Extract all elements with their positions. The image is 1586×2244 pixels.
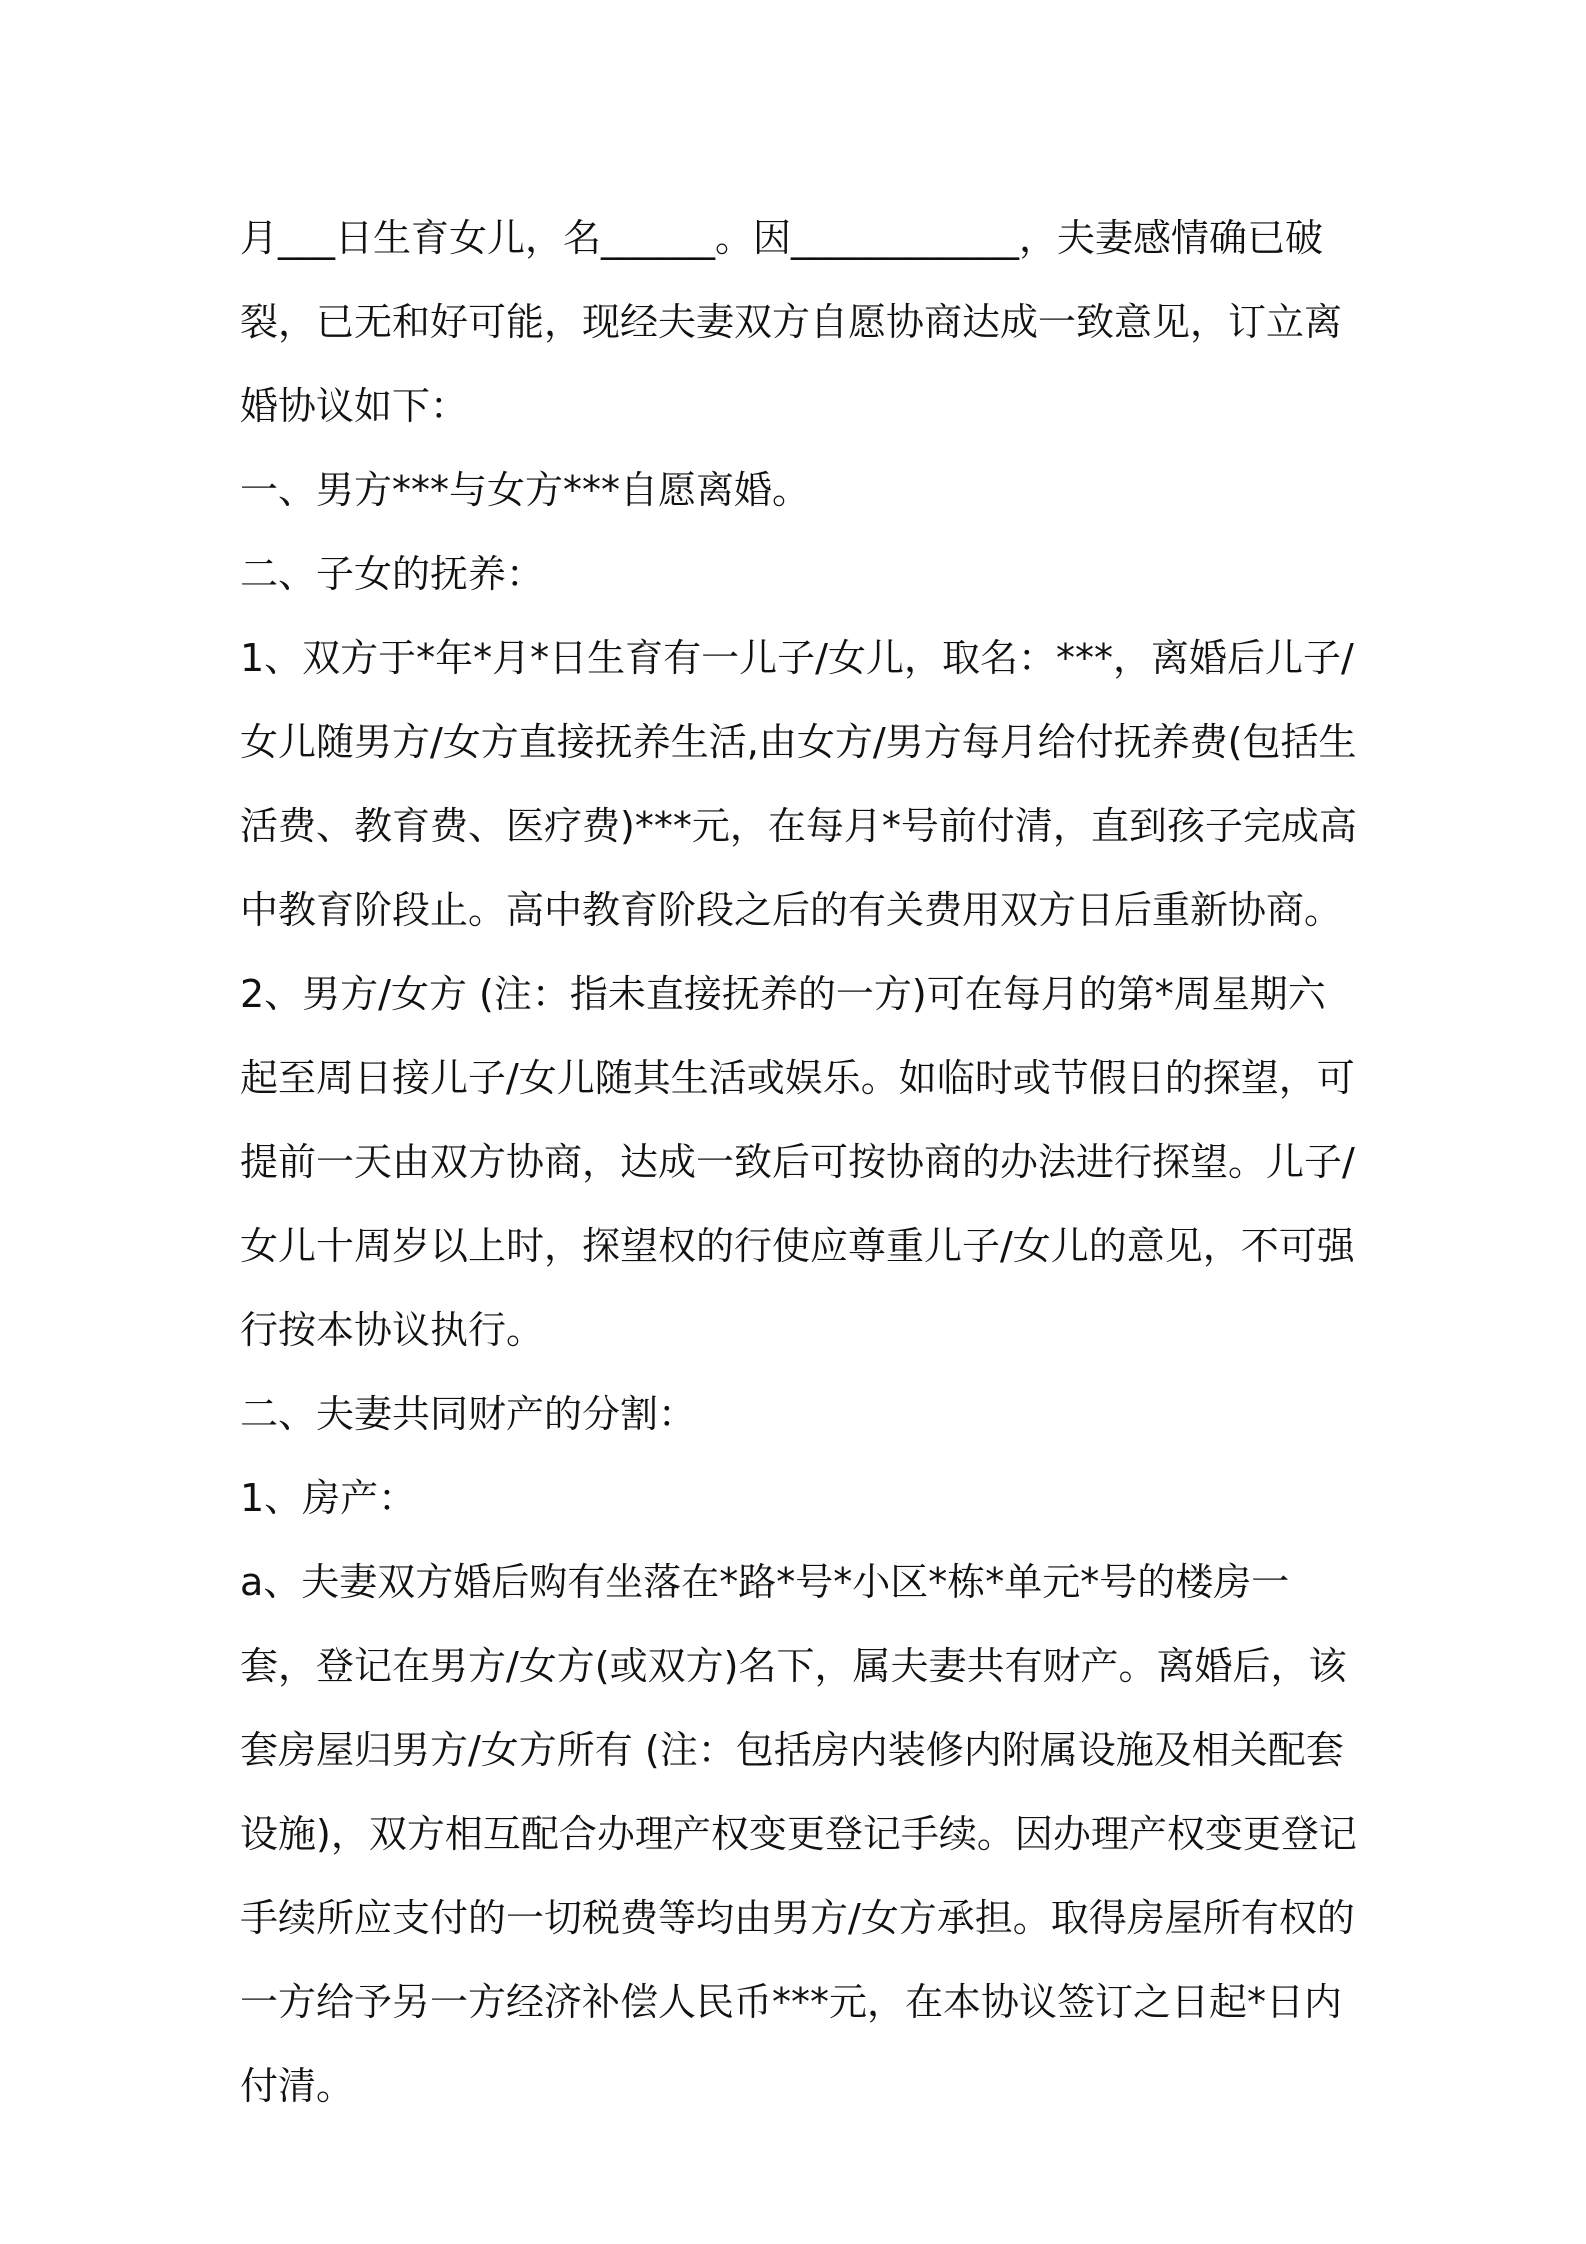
clause-child-support: 1、双方于*年*月*日生育有一儿子/女儿，取名：***，离婚后儿子/女儿随男方/女方直接抚养生活,由女方/男方每月给付抚养费(包括生活费、教育费、医疗费)***元，在每月*号前付清，直到孩子完成高中教育阶段止。高中教育阶段之后的有关费用双方日后重新协商。 xyxy=(240,636,1357,932)
paragraph-intro: 月___日生育女儿，名______。因____________，夫妻感情确已破裂，已无和好可能，现经夫妻双方自愿协商达成一致意见，订立离婚协议如下： xyxy=(240,216,1343,428)
document-body xyxy=(240,196,1360,2128)
clause-visitation-rights: 2、男方/女方 (注：指未直接抚养的一方)可在每月的第*周星期六起至周日接儿子/女儿随其生活或娱乐。如临时或节假日的探望，可提前一天由双方协商，达成一致后可按协商的办法进行探望。儿子/女儿十周岁以上时，探望权的行使应尊重儿子/女儿的意见，不可强行按本协议执行。 xyxy=(240,972,1355,1352)
heading-real-estate: 1、房产： xyxy=(240,1476,417,1520)
heading-property-division: 二、夫妻共同财产的分割： xyxy=(240,1392,697,1436)
clause-house-ownership: a、夫妻双方婚后购有坐落在*路*号*小区*栋*单元*号的楼房一套，登记在男方/女方(或双方)名下，属夫妻共有财产。离婚后，该套房屋归男方/女方所有 (注：包括房内装修内附属设施及相关配套设施)，双方相互配合办理产权变更登记手续。因办理产权变更登记手续所应支付的一切税费等均由男方/女方承担。取得房屋所有权的一方给予另一方经济补偿人民币***元，在本协议签订之日起*日内付清。 xyxy=(240,1560,1357,2108)
heading-child-custody: 二、子女的抚养： xyxy=(240,552,545,596)
clause-voluntary-divorce: 一、男方***与女方***自愿离婚。 xyxy=(240,468,811,512)
